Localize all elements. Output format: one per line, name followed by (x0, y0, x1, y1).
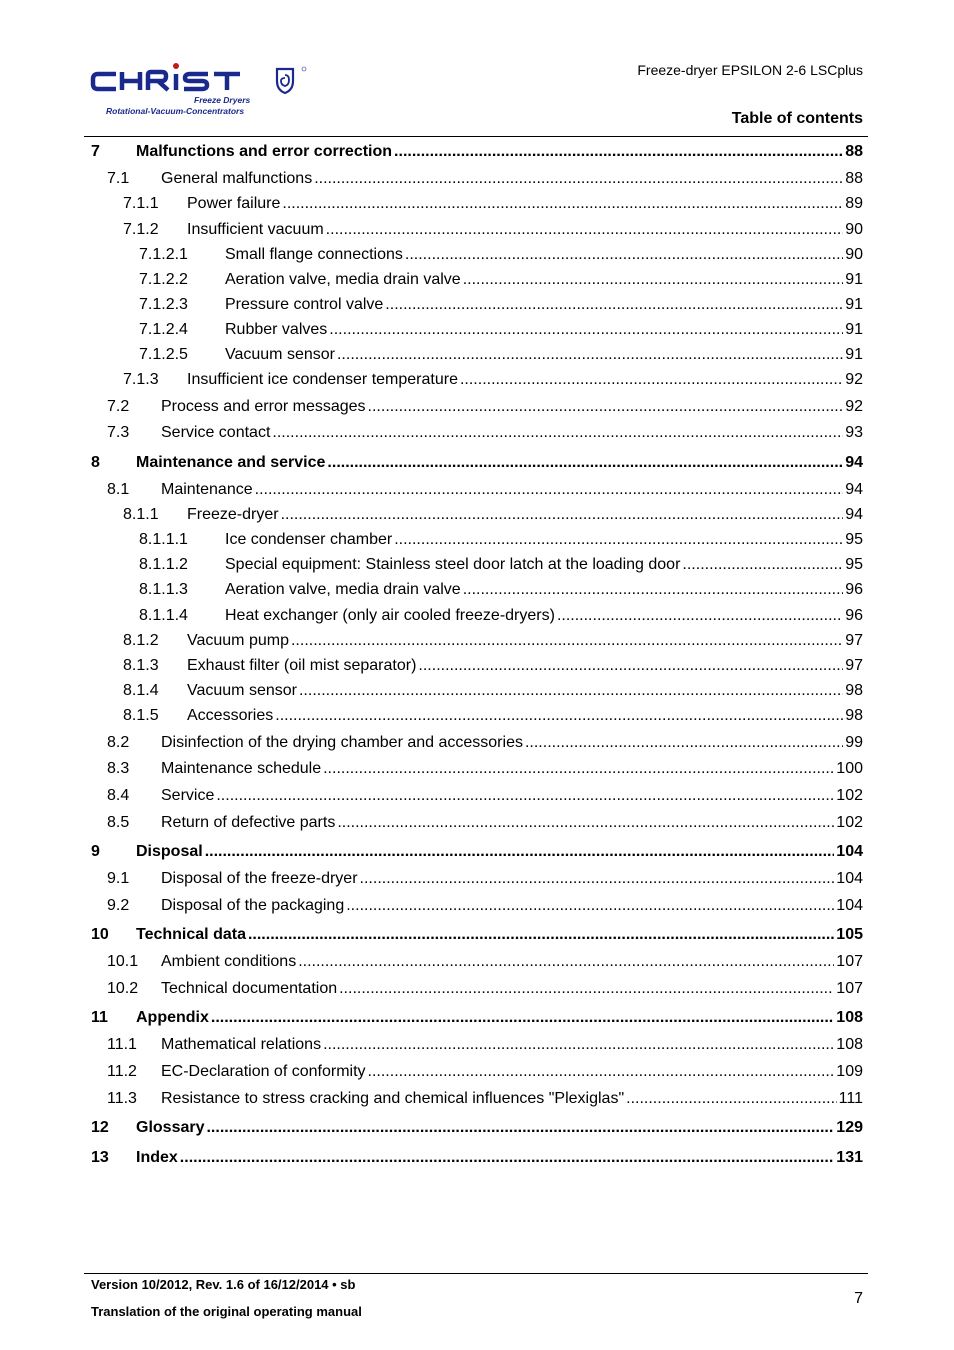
section-title: Table of contents (731, 110, 863, 127)
toc-entry[interactable] (0, 221, 954, 243)
toc-entry-number: 8.1 (107, 481, 130, 498)
toc-entry[interactable] (0, 870, 954, 892)
toc-entry[interactable] (0, 814, 954, 836)
toc-entry-number: 8.1.4 (123, 682, 159, 699)
toc-entry[interactable] (0, 531, 954, 553)
toc-entry[interactable] (0, 1090, 954, 1112)
toc-dot-leader (463, 581, 844, 599)
toc-dot-leader (299, 682, 843, 700)
toc-entry-number: 8.1.2 (123, 632, 159, 649)
toc-entry-number: 8.2 (107, 734, 130, 751)
toc-entry-number: 7.1 (107, 170, 130, 187)
toc-entry-title: EC-Declaration of conformity (161, 1063, 366, 1080)
toc-entry-title: Vacuum sensor (187, 682, 297, 699)
toc-dot-leader (248, 926, 834, 944)
toc-entry-number: 11.3 (107, 1090, 137, 1107)
toc-entry-title: Glossary (136, 1119, 205, 1136)
toc-entry[interactable] (0, 246, 954, 268)
footer-version: Version 10/2012, Rev. 1.6 of 16/12/2014 • sb (91, 1277, 356, 1292)
toc-dot-leader (180, 1149, 835, 1167)
toc-entry-number: 11.1 (107, 1036, 137, 1053)
toc-dot-leader (394, 531, 843, 549)
toc-dot-leader (272, 424, 843, 442)
toc-entry-number: 8.1.3 (123, 657, 159, 674)
christ-logo-graphic (90, 62, 320, 96)
toc-entry[interactable] (0, 346, 954, 368)
toc-entry-number: 9.1 (107, 870, 130, 887)
toc-entry-number: 7.1.2.5 (139, 346, 188, 363)
toc-entry[interactable] (0, 707, 954, 729)
toc-entry[interactable] (0, 371, 954, 393)
toc-entry-number: 7 (91, 143, 100, 160)
toc-dot-leader (405, 246, 843, 264)
toc-entry[interactable] (0, 632, 954, 654)
toc-dot-leader (626, 1090, 837, 1108)
toc-entry-title: Ice condenser chamber (225, 531, 393, 548)
toc-dot-leader (314, 170, 843, 188)
toc-entry-page: 92 (845, 398, 863, 415)
toc-entry[interactable] (0, 1119, 954, 1141)
toc-entry[interactable] (0, 143, 954, 165)
toc-entry[interactable] (0, 506, 954, 528)
toc-entry-page: 108 (836, 1036, 863, 1053)
toc-dot-leader (525, 734, 843, 752)
toc-entry[interactable] (0, 980, 954, 1002)
toc-dot-leader (281, 506, 844, 524)
toc-entry[interactable] (0, 734, 954, 756)
toc-entry-number: 11 (91, 1009, 108, 1026)
page-number: 7 (854, 1290, 863, 1307)
toc-entry[interactable] (0, 1063, 954, 1085)
toc-entry-number: 7.1.2.1 (139, 246, 188, 263)
toc-entry[interactable] (0, 581, 954, 603)
toc-entry-number: 8 (91, 454, 100, 471)
toc-dot-leader (339, 980, 834, 998)
toc-entry-title: Aeration valve, media drain valve (225, 581, 461, 598)
toc-dot-leader (337, 814, 834, 832)
toc-entry-page: 89 (845, 195, 863, 212)
toc-entry-title: Return of defective parts (161, 814, 336, 831)
toc-entry-title: Freeze-dryer (187, 506, 279, 523)
toc-entry-page: 108 (836, 1009, 863, 1026)
toc-entry-page: 131 (836, 1149, 863, 1166)
toc-entry-number: 8.1.1.4 (139, 607, 188, 624)
toc-entry[interactable] (0, 1149, 954, 1171)
logo-tagline-freeze-dryers: Freeze Dryers (194, 95, 251, 105)
toc-entry-page: 96 (845, 607, 863, 624)
toc-entry-number: 8.1.1 (123, 506, 159, 523)
toc-entry-title: General malfunctions (161, 170, 313, 187)
toc-entry-title: Rubber valves (225, 321, 328, 338)
toc-entry-title: Disinfection of the drying chamber and accessories (161, 734, 523, 751)
toc-entry-page: 97 (845, 657, 863, 674)
toc-dot-leader (205, 843, 835, 861)
toc-entry-number: 7.1.1 (123, 195, 159, 212)
toc-dot-leader (360, 870, 835, 888)
footer-divider (84, 1273, 868, 1274)
toc-entry-page: 94 (845, 481, 863, 498)
toc-entry-title: Disposal (136, 843, 203, 860)
toc-entry-title: Exhaust filter (oil mist separator) (187, 657, 417, 674)
toc-entry-title: Disposal of the packaging (161, 897, 345, 914)
toc-entry-page: 104 (836, 897, 863, 914)
toc-entry-title: Pressure control valve (225, 296, 384, 313)
toc-entry-title: Malfunctions and error correction (136, 143, 393, 160)
toc-entry-page: 88 (845, 170, 863, 187)
toc-dot-leader (463, 271, 844, 289)
footer-translation-note: Translation of the original operating manual (91, 1304, 362, 1319)
toc-entry-title: Appendix (136, 1009, 209, 1026)
toc-entry-page: 105 (836, 926, 863, 943)
toc-entry-title: Insufficient vacuum (187, 221, 324, 238)
toc-entry[interactable] (0, 481, 954, 503)
toc-entry-number: 7.2 (107, 398, 130, 415)
toc-entry-title: Technical documentation (161, 980, 338, 997)
toc-entry-title: Maintenance and service (136, 454, 326, 471)
toc-entry-title: Maintenance (161, 481, 253, 498)
toc-entry-number: 12 (91, 1119, 109, 1136)
toc-entry[interactable] (0, 398, 954, 420)
toc-entry-page: 90 (845, 246, 863, 263)
toc-dot-leader (327, 454, 843, 472)
toc-entry-page: 95 (845, 531, 863, 548)
toc-entry-title: Vacuum sensor (225, 346, 335, 363)
toc-entry-number: 10.1 (107, 953, 139, 970)
toc-entry-number: 7.1.2 (123, 221, 159, 238)
toc-entry-page: 88 (845, 143, 863, 160)
toc-entry-page: 98 (845, 682, 863, 699)
toc-entry[interactable] (0, 657, 954, 679)
toc-dot-leader (385, 296, 843, 314)
toc-entry-number: 7.1.2.4 (139, 321, 188, 338)
toc-dot-leader (206, 1119, 834, 1137)
toc-entry-page: 94 (845, 506, 863, 523)
toc-entry-title: Resistance to stress cracking and chemical influences "Plexiglas" (161, 1090, 625, 1107)
toc-entry-page: 107 (836, 980, 863, 997)
toc-entry-page: 97 (845, 632, 863, 649)
toc-entry-number: 7.1.2.3 (139, 296, 188, 313)
toc-entry-page: 91 (845, 346, 863, 363)
toc-entry-page: 109 (836, 1063, 863, 1080)
toc-entry[interactable] (0, 424, 954, 446)
toc-entry-page: 95 (845, 556, 863, 573)
toc-entry-title: Technical data (136, 926, 246, 943)
toc-entry[interactable] (0, 321, 954, 343)
toc-entry-title: Index (136, 1149, 178, 1166)
toc-entry-title: Special equipment: Stainless steel door latch at the loading door (225, 556, 681, 573)
toc-entry-page: 93 (845, 424, 863, 441)
header-divider (84, 136, 868, 137)
toc-entry-page: 91 (845, 271, 863, 288)
toc-dot-leader (337, 346, 843, 364)
toc-entry[interactable] (0, 953, 954, 975)
toc-dot-leader (368, 1063, 835, 1081)
toc-entry[interactable] (0, 897, 954, 919)
christ-logo (90, 62, 320, 120)
toc-entry[interactable] (0, 296, 954, 318)
toc-entry-title: Process and error messages (161, 398, 366, 415)
toc-entry[interactable] (0, 556, 954, 578)
toc-entry-page: 90 (845, 221, 863, 238)
toc-entry-number: 10.2 (107, 980, 139, 997)
toc-entry-page: 99 (845, 734, 863, 751)
toc-entry-page: 129 (836, 1119, 863, 1136)
toc-entry[interactable] (0, 1036, 954, 1058)
toc-entry-number: 8.1.5 (123, 707, 159, 724)
toc-entry-title: Vacuum pump (187, 632, 289, 649)
toc-entry[interactable] (0, 607, 954, 629)
toc-entry[interactable] (0, 682, 954, 704)
toc-entry[interactable] (0, 843, 954, 865)
toc-dot-leader (394, 143, 843, 161)
toc-entry[interactable] (0, 926, 954, 948)
toc-entry-title: Heat exchanger (only air cooled freeze-dryers) (225, 607, 555, 624)
toc-entry[interactable] (0, 454, 954, 476)
toc-dot-leader (323, 1036, 834, 1054)
toc-entry-page: 102 (836, 787, 863, 804)
toc-entry-number: 7.1.3 (123, 371, 159, 388)
toc-entry-page: 92 (845, 371, 863, 388)
toc-entry-number: 7.3 (107, 424, 130, 441)
toc-dot-leader (291, 632, 843, 650)
toc-entry-title: Aeration valve, media drain valve (225, 271, 461, 288)
toc-entry-title: Service contact (161, 424, 271, 441)
toc-entry-page: 107 (836, 953, 863, 970)
toc-entry-number: 8.4 (107, 787, 130, 804)
toc-dot-leader (368, 398, 844, 416)
toc-entry-number: 7.1.2.2 (139, 271, 188, 288)
toc-entry-page: 94 (845, 454, 863, 471)
toc-dot-leader (346, 897, 834, 915)
toc-entry-page: 102 (836, 814, 863, 831)
toc-dot-leader (557, 607, 843, 625)
toc-entry[interactable] (0, 271, 954, 293)
toc-entry-number: 11.2 (107, 1063, 137, 1080)
toc-entry-page: 91 (845, 296, 863, 313)
toc-entry-number: 9.2 (107, 897, 130, 914)
toc-dot-leader (682, 556, 843, 574)
toc-entry-page: 91 (845, 321, 863, 338)
toc-entry-page: 104 (836, 870, 863, 887)
toc-entry-number: 10 (91, 926, 109, 943)
toc-entry-number: 9 (91, 843, 100, 860)
toc-entry[interactable] (0, 1009, 954, 1031)
toc-entry[interactable] (0, 195, 954, 217)
toc-dot-leader (211, 1009, 834, 1027)
toc-entry-number: 8.5 (107, 814, 130, 831)
toc-entry-page: 98 (845, 707, 863, 724)
product-title: Freeze-dryer EPSILON 2-6 LSCplus (637, 62, 863, 78)
toc-entry-title: Maintenance schedule (161, 760, 322, 777)
toc-entry-title: Mathematical relations (161, 1036, 322, 1053)
toc-dot-leader (323, 760, 834, 778)
toc-entry-title: Service (161, 787, 215, 804)
toc-dot-leader (282, 195, 843, 213)
toc-entry-page: 100 (836, 760, 863, 777)
toc-entry-title: Insufficient ice condenser temperature (187, 371, 458, 388)
toc-entry-title: Small flange connections (225, 246, 403, 263)
toc-entry-number: 13 (91, 1149, 109, 1166)
toc-dot-leader (326, 221, 844, 239)
toc-entry-title: Power failure (187, 195, 281, 212)
toc-entry[interactable] (0, 787, 954, 809)
toc-entry-title: Accessories (187, 707, 274, 724)
toc-entry-title: Ambient conditions (161, 953, 297, 970)
toc-dot-leader (418, 657, 843, 675)
toc-entry[interactable] (0, 170, 954, 192)
toc-entry-page: 111 (838, 1090, 863, 1107)
toc-dot-leader (329, 321, 843, 339)
toc-dot-leader (298, 953, 834, 971)
logo-tagline-rvc: Rotational-Vacuum-Concentrators (106, 106, 245, 116)
toc-dot-leader (275, 707, 843, 725)
toc-entry-number: 8.1.1.2 (139, 556, 188, 573)
toc-entry-number: 8.1.1.3 (139, 581, 188, 598)
toc-entry-title: Disposal of the freeze-dryer (161, 870, 358, 887)
toc-dot-leader (255, 481, 844, 499)
toc-entry-page: 104 (836, 843, 863, 860)
toc-entry-number: 8.1.1.1 (139, 531, 188, 548)
toc-entry[interactable] (0, 760, 954, 782)
toc-entry-page: 96 (845, 581, 863, 598)
toc-dot-leader (460, 371, 843, 389)
toc-entry-number: 8.3 (107, 760, 130, 777)
toc-dot-leader (216, 787, 834, 805)
